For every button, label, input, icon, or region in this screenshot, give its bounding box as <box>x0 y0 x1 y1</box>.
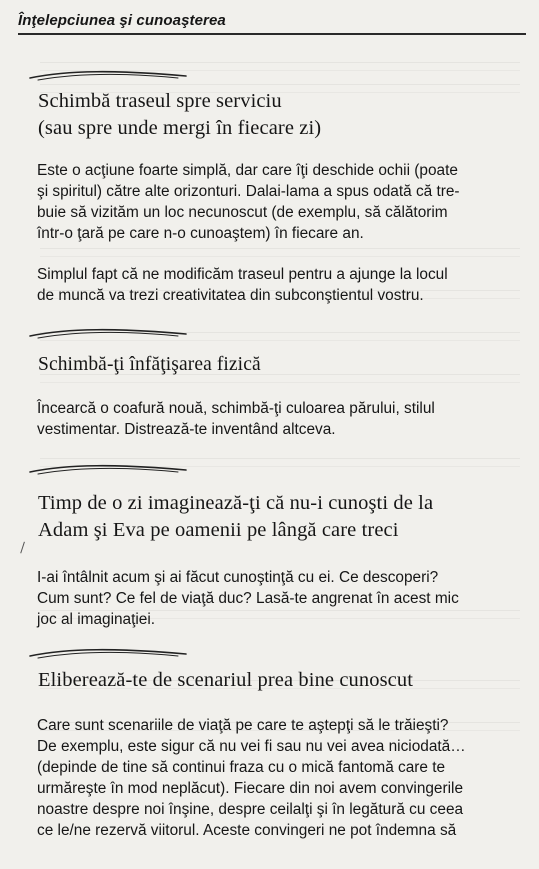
section-2-title <box>38 351 261 378</box>
section-4-paragraph-1 <box>37 715 525 841</box>
section-3-title-line-1: Timp de o zi imaginează-ţi că nu-i cunoşti de la <box>38 492 434 514</box>
section-4-title <box>38 667 413 694</box>
section-3-title <box>38 490 433 544</box>
pencil-mark <box>20 542 28 555</box>
text-line: De exemplu, este sigur că nu vei fi sau nu vei avea niciodată… <box>37 738 466 755</box>
running-header: Înţelepciunea şi cunoaşterea <box>18 12 226 29</box>
text-line: urmăreşte în mod neplăcut). Fiecare din noi avem convingerile <box>37 780 464 797</box>
section-2-paragraph-1 <box>37 398 525 440</box>
text-line: Este o acţiune foarte simplă, dar care îţi deschide ochii (poate <box>37 162 458 179</box>
section-1-paragraph-2 <box>37 264 525 306</box>
text-line: ce le/ne rezervă viitorul. Aceste convingeri ne pot îndemna să <box>37 822 457 839</box>
section-1-paragraph-1 <box>37 160 525 244</box>
section-3-title-line-2: Adam şi Eva pe oamenii pe lângă care treci <box>38 519 399 541</box>
text-line: noastre despre noi înşine, despre ceilalţi şi în legătură cu ceea <box>37 801 464 818</box>
section-4-title-line-1: Eliberează-te de scenariul prea bine cunoscut <box>38 669 414 691</box>
text-line: Încearcă o coafură nouă, schimbă-ţi culoarea părului, stilul <box>37 400 435 417</box>
text-line: de muncă va trezi creativitatea din subconştientul vostru. <box>37 287 424 304</box>
text-line: joc al imaginaţiei. <box>37 611 156 628</box>
text-line: şi spiritul) către alte orizonturi. Dalai-lama a spus odată că tre- <box>37 183 460 200</box>
text-line: într-o ţară pe care n-o cunoaştem) în fiecare an. <box>37 225 364 242</box>
section-1-title-line-1: Schimbă traseul spre serviciu <box>38 90 282 112</box>
section-divider-swoosh <box>28 68 188 82</box>
section-divider-swoosh <box>28 462 188 476</box>
text-line: Cum sunt? Ce fel de viaţă duc? Lasă-te angrenat în acest mic <box>37 590 459 607</box>
text-line: Care sunt scenariile de viaţă pe care te aştepţi să le trăieşti? <box>37 717 449 734</box>
section-divider-swoosh <box>28 326 188 340</box>
text-line: Simplul fapt că ne modificăm traseul pentru a ajunge la locul <box>37 266 448 283</box>
text-line: vestimentar. Distrează-te inventând altceva. <box>37 421 336 438</box>
text-line: I-ai întâlnit acum şi ai făcut cunoştinţă cu ei. Ce descoperi? <box>37 569 439 586</box>
text-line: (depinde de tine să continui fraza cu o mică fantomă care te <box>37 759 446 776</box>
section-1-title-line-2: (sau spre unde mergi în fiecare zi) <box>38 117 322 139</box>
section-3-paragraph-1 <box>37 567 525 630</box>
section-2-title-line-1: Schimbă-ţi înfăţişarea fizică <box>38 354 261 375</box>
text-line: buie să vizităm un loc necunoscut (de exemplu, să călătorim <box>37 204 448 221</box>
bleed-through-mark <box>40 248 520 257</box>
section-1-title <box>38 88 321 142</box>
header-rule <box>18 33 526 35</box>
section-divider-swoosh <box>28 646 188 660</box>
